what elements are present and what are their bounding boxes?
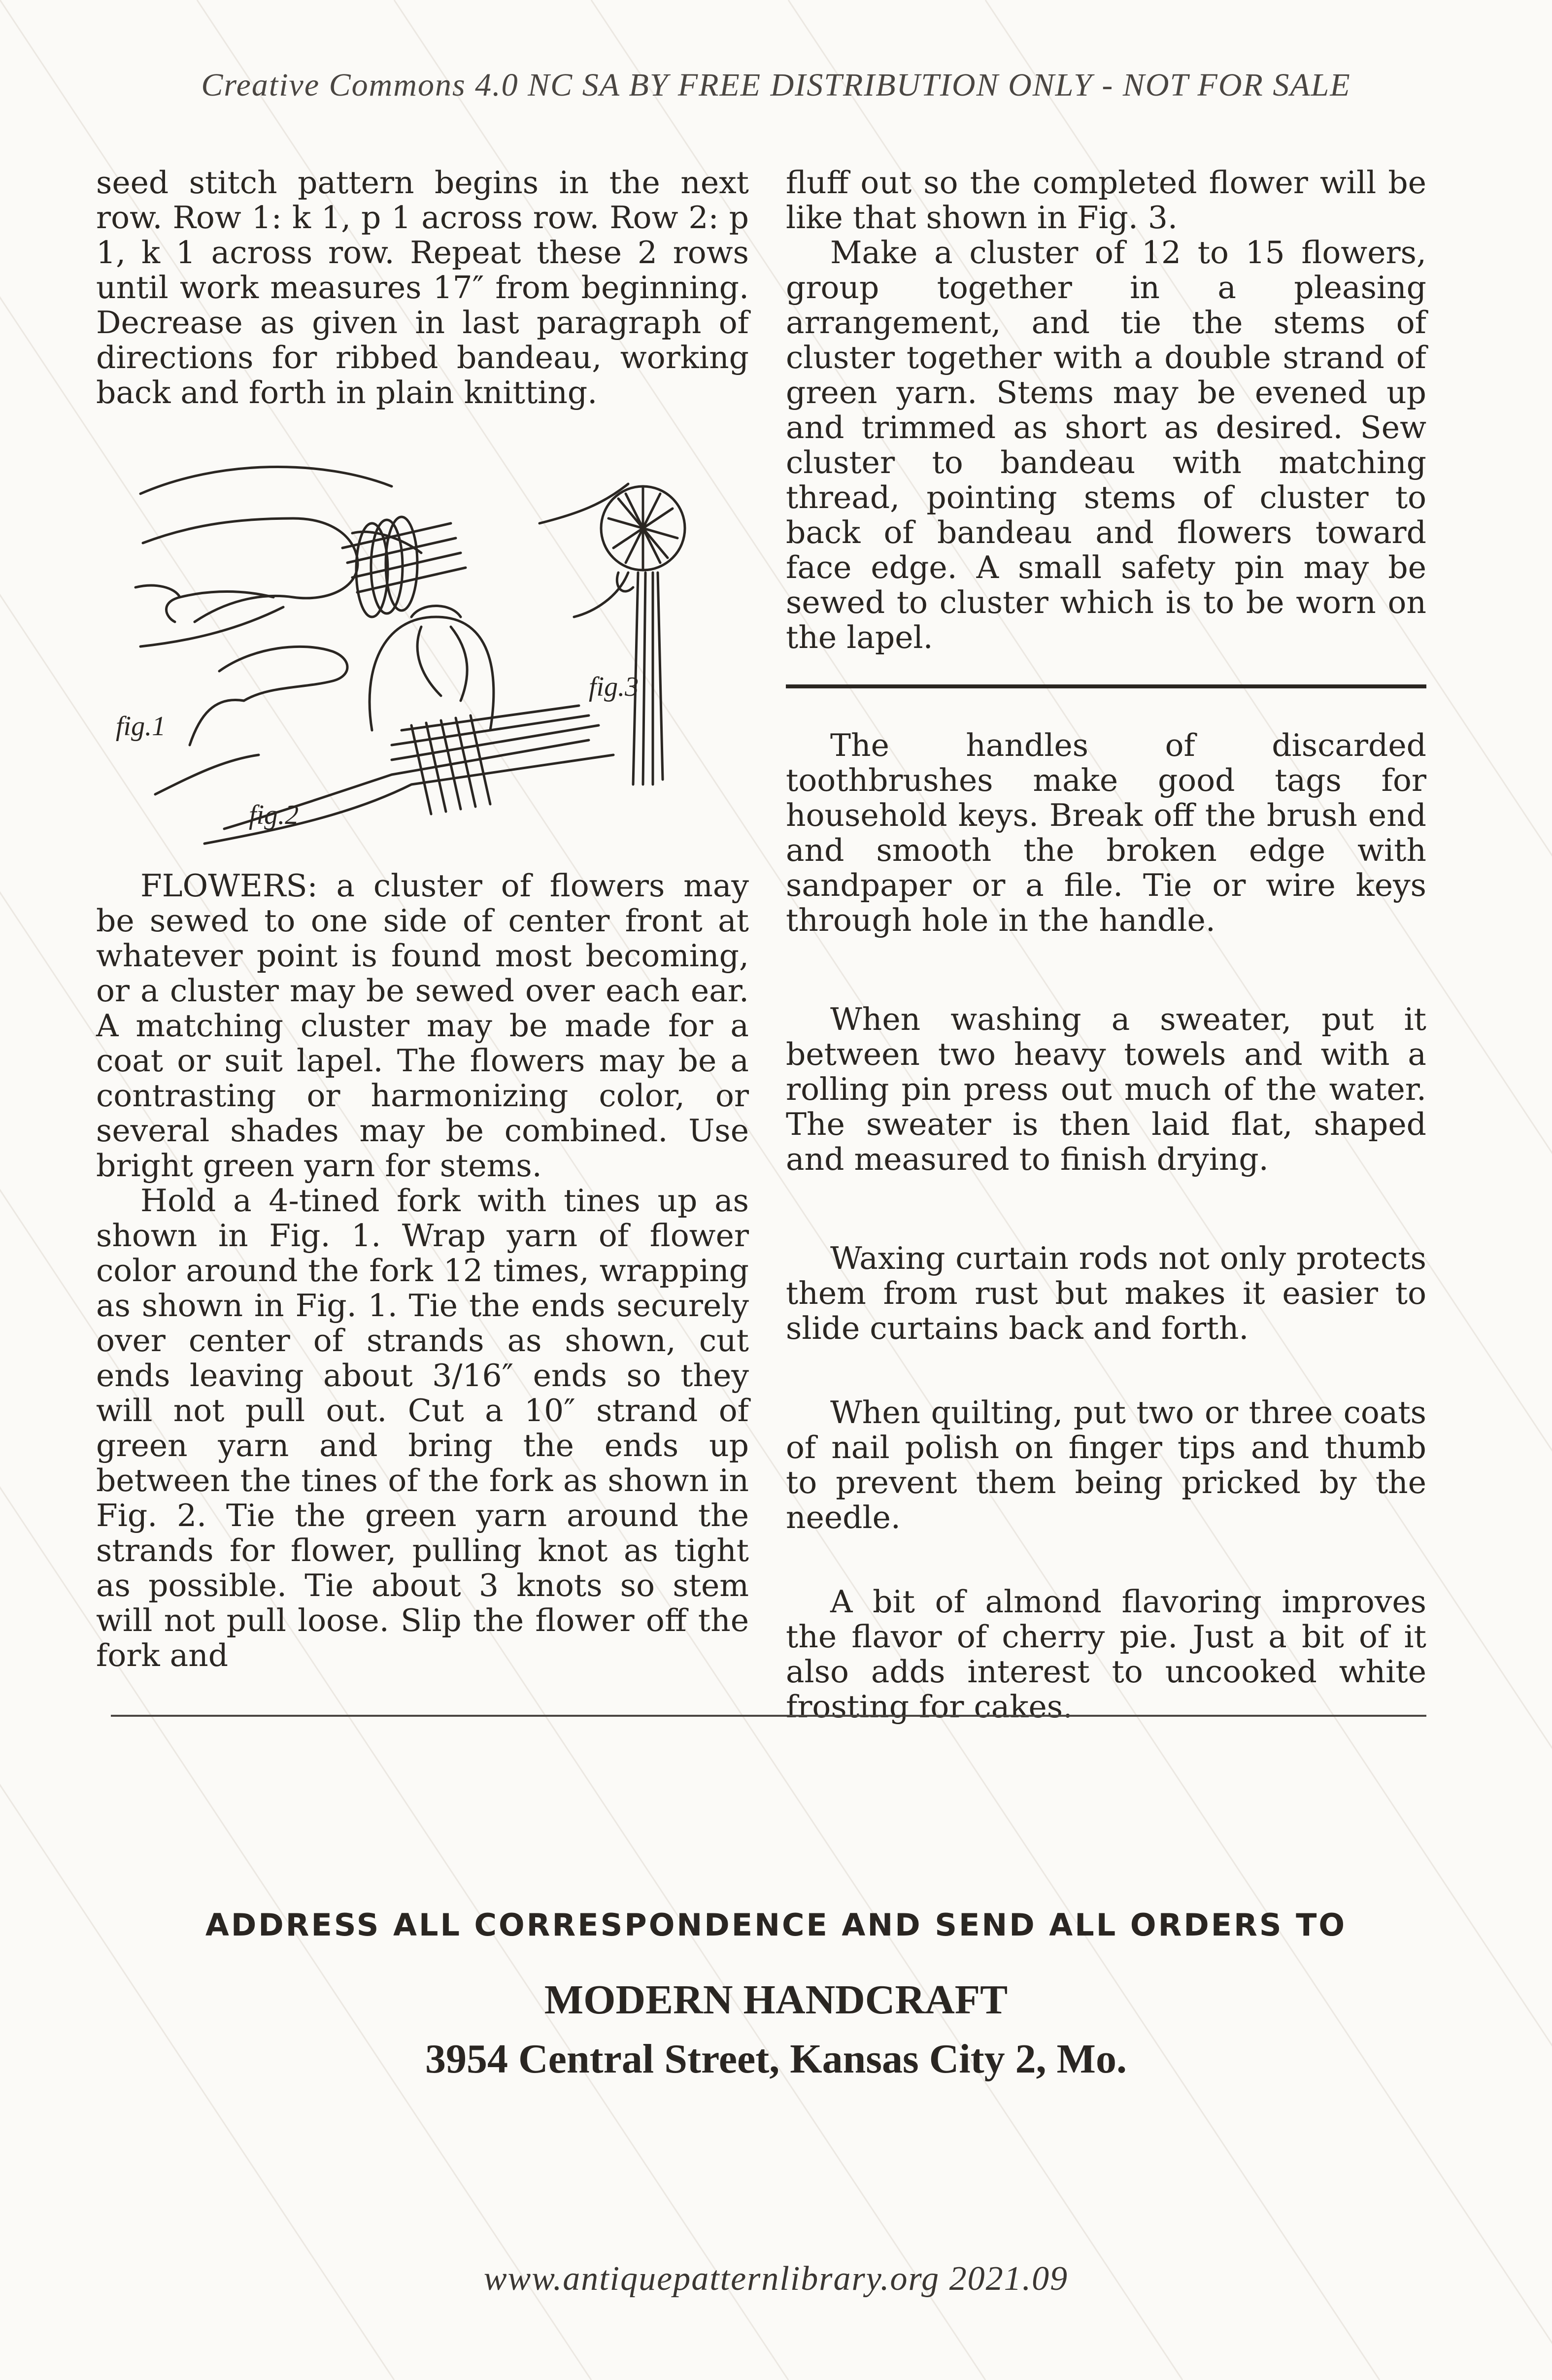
license-banner: Creative Commons 4.0 NC SA BY FREE DISTRIBUTION ONLY - NOT FOR SALE [201,67,1351,103]
address-instruction: ADDRESS ALL CORRESPONDENCE AND SEND ALL ORDERS TO [205,1907,1347,1943]
fig1-label: fig.1 [116,711,166,742]
street-address: 3954 Central Street, Kansas City 2, Mo. [425,2036,1127,2082]
toothbrush-tip: The handles of discarded toothbrushes make good tags for household keys. Break off the brush end and smooth the broken edge with sandpaper or a file. Tie or wire keys through hole in the handle. [786,727,1426,938]
seed-stitch-paragraph: seed stitch pattern begins in the next row. Row 1: k 1, p 1 across row. Row 2: p 1, k 1 across row. Repeat these 2 rows until work measures 17″ from beginning. Decrease as given in last paragraph of directions for ribbed bandeau, working back and forth in plain knitting. [96,165,749,410]
almond-flavoring-tip: A bit of almond flavoring improves the flavor of cherry pie. Just a bit of it also adds interest to uncooked white frosting for cakes. [786,1584,1426,1725]
fork-flower-illustration [96,440,749,849]
flowers-paragraph: FLOWERS: a cluster of flowers may be sewed to one side of center front at whatever point is found most becoming, or a cluster may be sewed over each ear. A matching cluster may be made for a coat or suit lapel. The flowers may be a contrasting or harmonizing color, or several shades may be combined. Use bright green yarn for stems. [96,868,749,1184]
fig3-label: fig.3 [589,672,639,702]
curtain-rod-tip: Waxing curtain rods not only protects them from rust but makes it easier to slide curtains back and forth. [786,1240,1426,1346]
footer-divider [111,1715,1426,1717]
fluff-paragraph: fluff out so the completed flower will be like that shown in Fig. 3. [786,165,1426,236]
right-column [786,165,1426,1724]
cluster-paragraph: Make a cluster of 12 to 15 flowers, group together in a pleasing arrangement, and tie the stems of cluster together with a double strand of green yarn. Stems may be evened up and trimmed as short as desired. Sew cluster to bandeau with matching thread, pointing stems of cluster to back of bandeau and flowers toward face edge. A small safety pin may be sewed to cluster which is to be worn on the lapel. [786,235,1426,655]
quilting-tip: When quilting, put two or three coats of nail polish on finger tips and thumb to prevent them being pricked by the needle. [786,1394,1426,1535]
company-name: MODERN HANDCRAFT [544,1977,1008,2023]
fork-instructions-paragraph: Hold a 4-tined fork with tines up as shown in Fig. 1. Wrap yarn of flower color around the fork 12 times, wrapping as shown in Fig. 1. Tie the ends securely over center of strands as shown, cut ends leaving about 3/16″ ends so they will not pull out. Cut a 10″ strand of green yarn and bring the ends up between the tines of the fork as shown in Fig. 2. Tie the green yarn around the strands for flower, pulling knot as tight as possible. Tie about 3 knots so stem will not pull loose. Slip the flower off the fork and [96,1183,749,1673]
sweater-tip: When washing a sweater, put it between two heavy towels and with a rolling pin press out much of the water. The sweater is then laid flat, shaped and measured to finish drying. [786,1001,1426,1177]
left-column [96,165,749,1673]
fig2-label: fig.2 [249,800,299,830]
website-footer: www.antiquepatternlibrary.org 2021.09 [483,2260,1069,2298]
section-divider [786,684,1426,688]
